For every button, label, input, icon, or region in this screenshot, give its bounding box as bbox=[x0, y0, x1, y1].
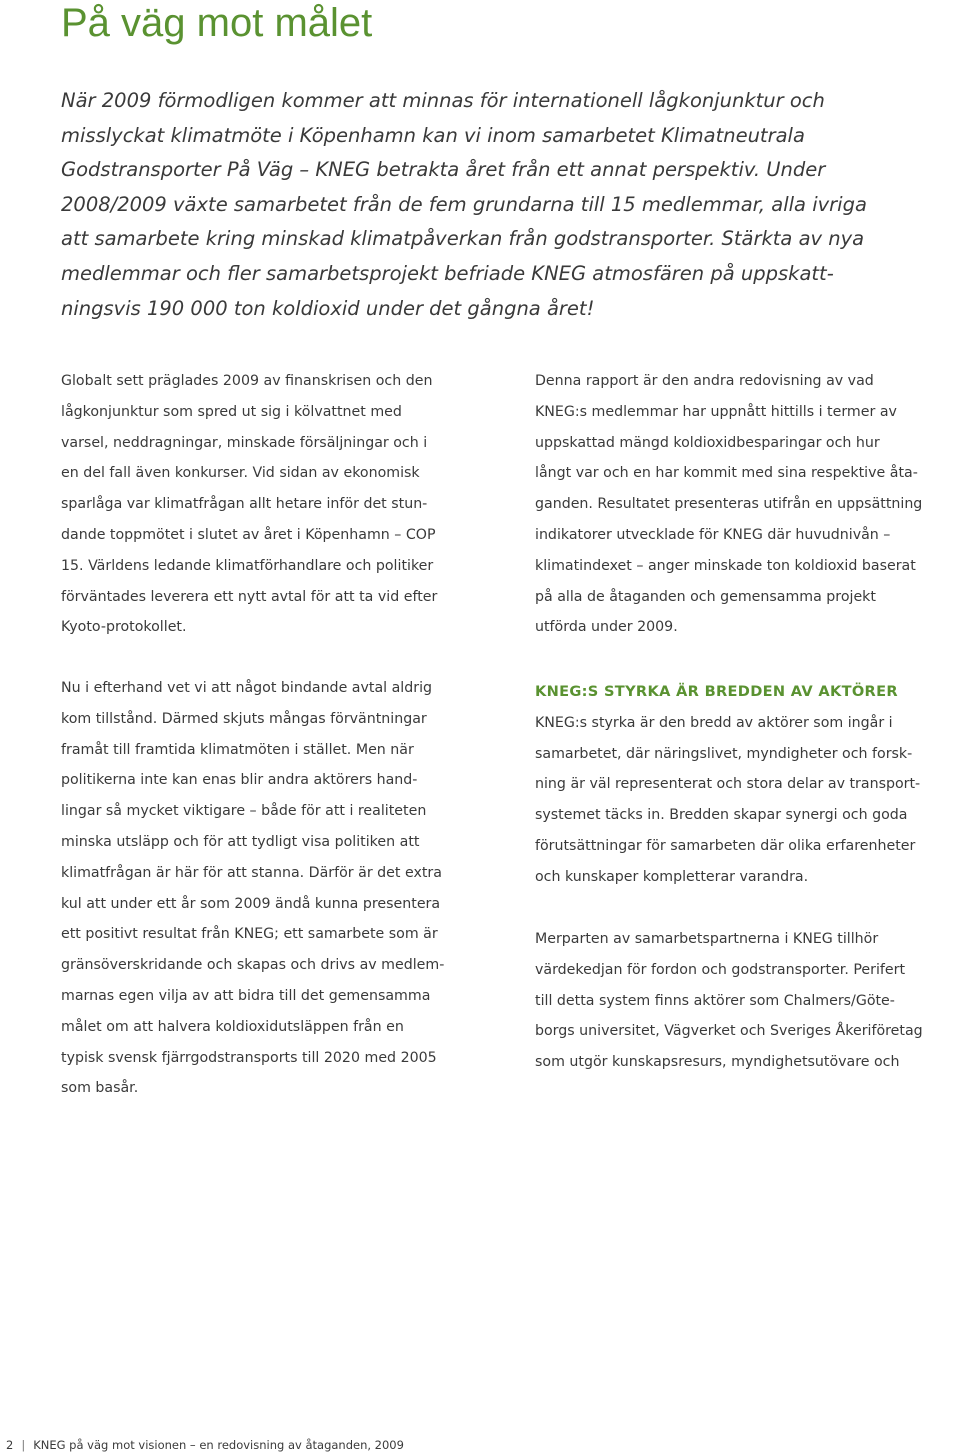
text-line: framåt till framtida klimatmöten i stället. Men när bbox=[61, 741, 414, 758]
text-line: lingar så mycket viktigare – både för att i realiteten bbox=[61, 803, 427, 820]
text-line: systemet täcks in. Bredden skapar synergi och goda bbox=[535, 807, 908, 824]
right-column-paragraph-3 bbox=[535, 924, 955, 1078]
text-line: klimatindexet – anger minskade ton koldioxid baserat bbox=[535, 557, 916, 574]
page-title: På väg mot målet bbox=[61, 1, 373, 45]
left-column-paragraph-2 bbox=[61, 673, 481, 1104]
intro-paragraph bbox=[61, 84, 941, 326]
text-line: på alla de åtaganden och gemensamma projekt bbox=[535, 588, 876, 605]
text-line: klimatfrågan är här för att stanna. Därför är det extra bbox=[61, 864, 442, 881]
section-heading: KNEG:S STYRKA ÄR BREDDEN AV AKTÖRER bbox=[535, 683, 898, 700]
text-line: gränsöverskridande och skapas och drivs av medlem- bbox=[61, 957, 445, 974]
right-column-section bbox=[535, 677, 955, 893]
text-line: Globalt sett präglades 2009 av finanskrisen och den bbox=[61, 373, 433, 389]
intro-line: Godstransporter På Väg – KNEG betrakta året från ett annat perspektiv. Under bbox=[61, 158, 826, 182]
text-line: indikatorer utvecklade för KNEG där huvudnivån – bbox=[535, 526, 891, 543]
text-line: till detta system finns aktörer som Chalmers/Göte- bbox=[535, 992, 895, 1009]
text-line: KNEG:s styrka är den bredd av aktörer som ingår i bbox=[535, 714, 893, 731]
text-line: sparlåga var klimatfrågan allt hetare inför det stun- bbox=[61, 496, 428, 513]
footer-text: KNEG på väg mot visionen – en redovisning av åtaganden, 2009 bbox=[33, 1438, 404, 1452]
text-line: kul att under ett år som 2009 ändå kunna presentera bbox=[61, 895, 441, 912]
page-footer bbox=[0, 1435, 404, 1455]
text-line: varsel, neddragningar, minskade försäljningar och i bbox=[61, 434, 428, 451]
text-line: 15. Världens ledande klimatförhandlare och politiker bbox=[61, 557, 434, 574]
intro-line: När 2009 förmodligen kommer att minnas för internationell lågkonjunktur och bbox=[61, 89, 825, 112]
text-line: ett positivt resultat från KNEG; ett samarbete som är bbox=[61, 926, 438, 943]
text-line: och kunskaper kompletterar varandra. bbox=[535, 868, 809, 885]
right-column-paragraph-1 bbox=[535, 366, 955, 643]
text-line: typisk svensk fjärrgodstransports till 2020 med 2005 bbox=[61, 1049, 437, 1066]
intro-line: misslyckat klimatmöte i Köpenhamn kan vi inom samarbetet Klimatneutrala bbox=[61, 123, 805, 147]
text-line: politikerna inte kan enas blir andra aktörers hand- bbox=[61, 772, 418, 789]
text-line: Denna rapport är den andra redovisning av vad bbox=[535, 373, 874, 389]
text-line: kom tillstånd. Därmed skjuts mångas förväntningar bbox=[61, 710, 427, 727]
text-line: lågkonjunktur som spred ut sig i kölvattnet med bbox=[61, 403, 402, 420]
text-line: förväntades leverera ett nytt avtal för att ta vid efter bbox=[61, 588, 438, 605]
text-line: borgs universitet, Vägverket och Sveriges Åkeriföretag bbox=[535, 1023, 923, 1040]
text-line: ganden. Resultatet presenteras utifrån en uppsättning bbox=[535, 496, 923, 513]
text-line: KNEG:s medlemmar har uppnått hittills i termer av bbox=[535, 403, 897, 420]
text-line: Nu i efterhand vet vi att något bindande avtal aldrig bbox=[61, 680, 433, 696]
text-line: förutsättningar för samarbeten där olika erfarenheter bbox=[535, 837, 916, 854]
text-line: långt var och en har kommit med sina respektive åta- bbox=[535, 465, 918, 482]
footer-separator: | bbox=[21, 1438, 26, 1452]
text-line: Merparten av samarbetspartnerna i KNEG tillhör bbox=[535, 931, 879, 947]
text-line: minska utsläpp och för att tydligt visa politiken att bbox=[61, 833, 420, 850]
text-line: dande toppmötet i slutet av året i Köpenhamn – COP bbox=[61, 526, 436, 543]
text-line: samarbetet, där näringslivet, myndigheter och forsk- bbox=[535, 745, 913, 762]
text-line: uppskattad mängd koldioxidbesparingar och hur bbox=[535, 434, 880, 451]
text-line: marnas egen vilja av att bidra till det gemensamma bbox=[61, 987, 431, 1004]
text-line: Kyoto-protokollet. bbox=[61, 619, 187, 636]
text-line: som basår. bbox=[61, 1080, 139, 1097]
intro-line: medlemmar och fler samarbetsprojekt befriade KNEG atmosfären på uppskatt- bbox=[61, 261, 834, 285]
text-line: utförda under 2009. bbox=[535, 619, 678, 636]
intro-line: ningsvis 190 000 ton koldioxid under det gångna året! bbox=[61, 296, 595, 320]
text-line: målet om att halvera koldioxidutsläppen från en bbox=[61, 1018, 404, 1035]
intro-line: 2008/2009 växte samarbetet från de fem grundarna till 15 medlemmar, alla ivriga bbox=[61, 192, 867, 216]
page-number: 2 bbox=[6, 1438, 14, 1452]
left-column-paragraph-1 bbox=[61, 366, 481, 643]
intro-line: att samarbete kring minskad klimatpåverkan från godstransporter. Stärkta av nya bbox=[61, 227, 865, 251]
text-line: värdekedjan för fordon och godstransporter. Perifert bbox=[535, 961, 906, 978]
text-line: en del fall även konkurser. Vid sidan av ekonomisk bbox=[61, 465, 420, 482]
text-line: som utgör kunskapsresurs, myndighetsutövare och bbox=[535, 1054, 900, 1071]
text-line: ning är väl representerat och stora delar av transport- bbox=[535, 776, 921, 793]
